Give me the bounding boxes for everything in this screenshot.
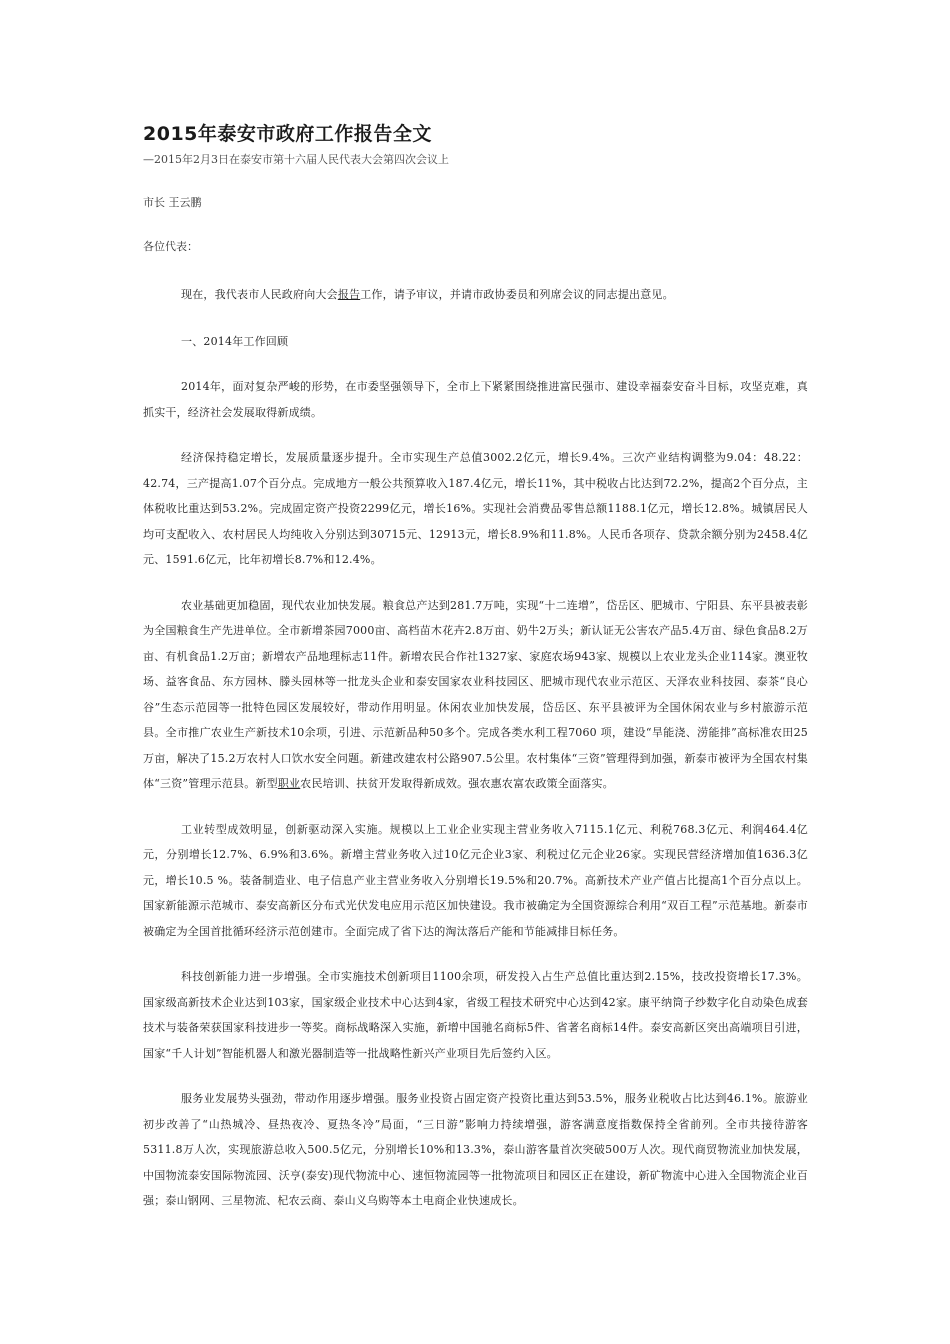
intro-paragraph <box>143 282 808 308</box>
economy-paragraph: 经济保持稳定增长，发展质量逐步提升。全市实现生产总值3002.2亿元，增长9.4%。三次产业结构调整为9.04：48.22：42.74，三产提高1.07个百分点。完成地方一般公共预算收入187.4亿元，增长11%，其中税收占比达到72.2%，提高2个百分点，主体税收比重达到53.2%。完成固定资产投资2299亿元，增长16%。实现社会消费品零售总额1188.1亿元，增长12.8%。城镇居民人均可支配收入、农村居民人均纯收入分别达到30715元、12913元，增长8.9%和11.8%。人民币各项存、贷款余额分别为2458.4亿元、1591.6亿元，比年初增长8.7%和12.4%。 <box>143 451 808 566</box>
intro-text-before: 现在，我代表市人民政府向大会 <box>181 288 338 301</box>
section-heading: 一、2014年工作回顾 <box>181 334 289 348</box>
document-title: 2015年泰安市政府工作报告全文 <box>143 123 432 145</box>
report-link[interactable]: 报告 <box>337 288 361 301</box>
author-line: 市长 王云鹏 <box>143 196 202 209</box>
document-page <box>143 120 808 1214</box>
document-subtitle: —2015年2月3日在泰安市第十六届人民代表大会第四次会议上 <box>143 153 449 166</box>
agriculture-text-after: 农民培训、扶贫开发取得新成效。强农惠农富农政策全面落实。 <box>300 777 614 790</box>
technology-paragraph: 科技创新能力进一步增强。全市实施技术创新项目1100余项，研发投入占生产总值比重达到2.15%，技改投资增长17.3%。国家级高新技术企业达到103家，国家级企业技术中心达到4家，省级工程技术研究中心达到42家。康平纳筒子纱数字化自动染色成套技术与装备荣获国家科技进步一等奖。商标战略深入实施，新增中国驰名商标5件、省著名商标14件。泰安高新区突出高端项目引进，国家“千人计划”智能机器人和激光器制造等一批战略性新兴产业项目先后签约入区。 <box>143 970 808 1060</box>
overview-paragraph: 2014年，面对复杂严峻的形势，在市委坚强领导下，全市上下紧紧围绕推进富民强市、建设幸福泰安奋斗目标，攻坚克难，真抓实干，经济社会发展取得新成绩。 <box>143 380 808 419</box>
agriculture-paragraph <box>143 593 808 797</box>
services-paragraph: 服务业发展势头强劲，带动作用逐步增强。服务业投资占固定资产投资比重达到53.5%，服务业税收占比达到46.1%。旅游业初步改善了“山热城冷、昼热夜冷、夏热冬冷”局面，“三日游”影响力持续增强，游客满意度指数保持全省前列。全市共接待游客5311.8万人次，实现旅游总收入500.5亿元，分别增长10%和13.3%，泰山游客量首次突破500万人次。现代商贸物流业加快发展，中国物流泰安国际物流园、沃亨(泰安)现代物流中心、速恒物流园等一批物流项目和园区正在建设，新矿物流中心进入全国物流企业百强；泰山钢网、三星物流、杞农云商、泰山义乌购等本土电商企业快速成长。 <box>143 1092 808 1207</box>
vocational-link[interactable]: 职业 <box>277 777 301 790</box>
agriculture-text-before: 农业基础更加稳固，现代农业加快发展。粮食总产达到281.7万吨，实现“十二连增”，岱岳区、肥城市、宁阳县、东平县被表彰为全国粮食生产先进单位。全市新增茶园7000亩、高档苗木花卉2.8万亩、奶牛2万头；新认证无公害农产品5.4万亩、绿色食品8.2万亩、有机食品1.2万亩；新增农产品地理标志11件。新增农民合作社1327家、家庭农场943家、规模以上农业龙头企业114家。澳亚牧场、益客食品、东方园林、滕头园林等一批龙头企业和泰安国家农业科技园区、肥城市现代农业示范区、天泽农业科技园、泰茶“良心谷”生态示范园等一批特色园区发展较好，带动作用明显。休闲农业加快发展，岱岳区、东平县被评为全国休闲农业与乡村旅游示范县。全市推广农业生产新技术10余项，引进、示范新品种50多个。完成各类水利工程7060 项，建设“旱能浇、涝能排”高标准农田25万亩，解决了15.2万农村人口饮水安全问题。新建改建农村公路907.5公里。农村集体“三资”管理得到加强，新泰市被评为全国农村集体“三资”管理示范县。新型 <box>143 598 808 790</box>
intro-text-after: 工作，请予审议，并请市政协委员和列席会议的同志提出意见。 <box>360 288 674 301</box>
industry-paragraph: 工业转型成效明显，创新驱动深入实施。规模以上工业企业实现主营业务收入7115.1亿元、利税768.3亿元、利润464.4亿元，分别增长12.7%、6.9%和3.6%。新增主营业务收入过10亿元企业3家、利税过亿元企业26家。实现民营经济增加值1636.3亿元，增长10.5 %。装备制造业、电子信息产业主营业务收入分别增长19.5%和20.7%。高新技术产业产值占比提高1个百分点以上。国家新能源示范城市、泰安高新区分布式光伏发电应用示范区加快建设。我市被确定为全国资源综合利用“双百工程”示范基地。新泰市被确定为全国首批循环经济示范创建市。全面完成了省下达的淘汰落后产能和节能减排目标任务。 <box>143 822 808 938</box>
salutation: 各位代表： <box>143 240 198 253</box>
